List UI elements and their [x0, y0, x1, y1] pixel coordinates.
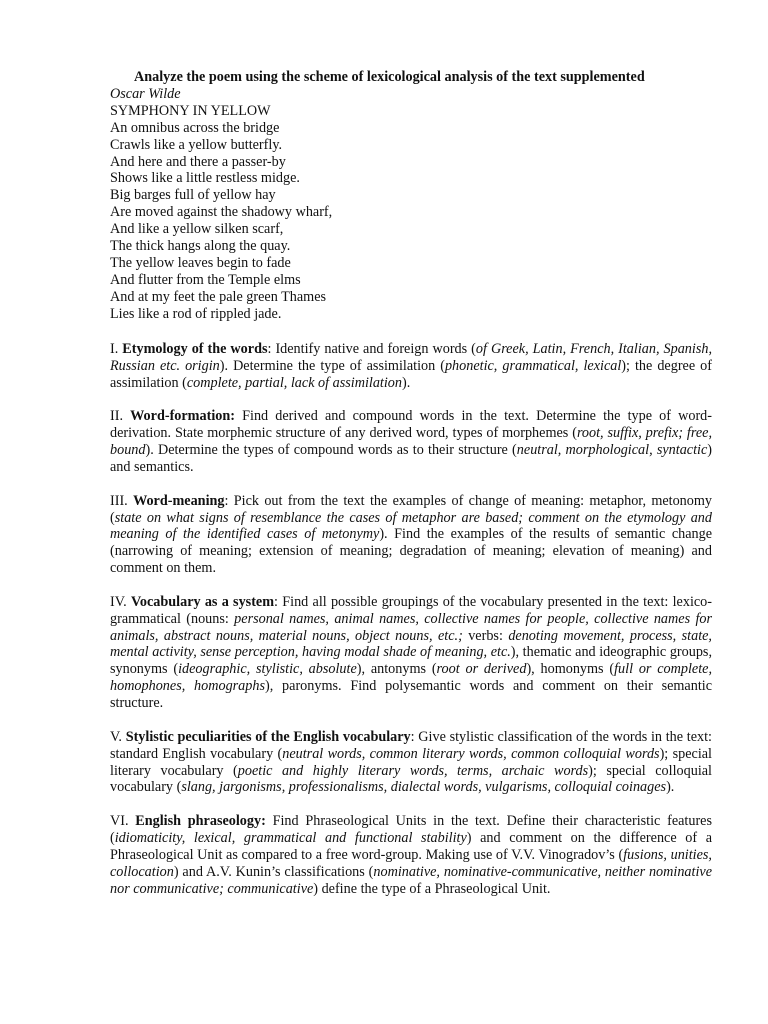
body-text: Find Phraseological Units in the text. Define their characteristic features ( — [110, 812, 712, 846]
body-text: ); special colloquial vocabulary ( — [110, 762, 712, 796]
body-text: Find derived and compound words in the text. Determine the type of word-derivation. State morphemic structure of any derived word, types of morphemes ( — [110, 408, 712, 442]
body-text: ) define the type of a Phraseological Unit. — [313, 880, 551, 897]
section-heading: Etymology of the words — [122, 341, 268, 358]
poem-line: Big barges full of yellow hay — [110, 187, 276, 204]
body-text: verbs: — [462, 627, 509, 644]
italic-text: neutral words, common literary words, common colloquial words — [282, 745, 660, 762]
document-page — [110, 69, 712, 897]
section-heading: Stylistic peculiarities of the English vocabulary — [125, 728, 411, 745]
poem-line: And here and there a passer-by — [110, 153, 286, 170]
italic-text: personal names, animal names, collective names for people, collective names for animals, abstract nouns, material nouns, object nouns, etc.; — [110, 610, 712, 644]
body-text: ), homonyms ( — [526, 661, 615, 678]
section-vocabulary-system — [110, 594, 712, 712]
poem — [110, 103, 712, 323]
poem-line: And like a yellow silken scarf, — [110, 221, 284, 238]
poem-line: Lies like a rod of rippled jade. — [110, 305, 282, 322]
italic-text: root or derived — [436, 661, 527, 678]
italic-text: slang, jargonisms, professionalisms, dialectal words, vulgarisms, colloquial coinages — [181, 779, 667, 796]
italic-text: denoting movement, process, state, mental activity, sense perception, having modal shade of meaning, etc. — [110, 627, 712, 661]
body-text: ) and semantics. — [110, 442, 712, 476]
italic-text: complete, partial, lack of assimilation — [186, 374, 402, 391]
section-word-formation — [110, 408, 712, 476]
poem-title: SYMPHONY IN YELLOW — [110, 102, 271, 119]
poem-line: An omnibus across the bridge — [110, 119, 280, 136]
body-text: II. — [110, 408, 131, 425]
body-text: ) and A.V. Kunin’s classifications ( — [173, 863, 374, 880]
italic-text: ideographic, stylistic, absolute — [178, 661, 357, 678]
poem-author: Oscar Wilde — [110, 85, 181, 102]
section-heading: Word-meaning — [133, 492, 225, 509]
poem-line: Shows like a little restless midge. — [110, 170, 300, 187]
italic-text: poetic and highly literary words, terms, archaic words — [237, 762, 589, 779]
section-heading: Word-formation: — [130, 408, 235, 425]
italic-text: phonetic, grammatical, lexical — [444, 358, 622, 374]
body-text: ), paronyms. Find polysemantic words and comment on their semantic structure. — [110, 678, 712, 712]
task-heading: Analyze the poem using the scheme of lexicological analysis of the text supplemented — [134, 69, 645, 85]
italic-text: state on what signs of resemblance the cases of metaphor are based; comment on the etymology and meaning of the identified cases of metonymy — [110, 509, 712, 543]
section-etymology — [110, 341, 712, 392]
body-text: ) and comment on the difference of a Phraseological Unit as compared to a free word-group. Making use of V.V. Vinogradov’s ( — [110, 829, 713, 863]
poem-line: The thick hangs along the quay. — [110, 238, 291, 255]
section-heading: Vocabulary as a system — [130, 593, 275, 610]
body-text: ). Determine the type of assimilation ( — [219, 358, 445, 374]
poem-line: And at my feet the pale green Thames — [110, 288, 327, 305]
body-text: ). — [402, 374, 411, 391]
body-text: ), antonyms ( — [356, 661, 437, 678]
body-text: : Identify native and foreign words ( — [267, 341, 476, 358]
poem-line: The yellow leaves begin to fade — [110, 254, 291, 271]
body-text: IV. — [110, 593, 131, 610]
section-word-meaning — [110, 493, 712, 578]
body-text: : Pick out from the text the examples of change of meaning: metaphor, metonomy ( — [110, 492, 712, 526]
body-text: I. — [110, 341, 123, 358]
body-text: ). Determine the types of compound words as to their structure ( — [145, 442, 517, 459]
poem-line: Are moved against the shadowy wharf, — [110, 204, 333, 221]
italic-text: neutral, morphological, syntactic — [516, 442, 708, 459]
body-text: ). — [666, 779, 675, 796]
italic-text: of Greek, Latin, French, Italian, Spanish, Russian etc. origin — [110, 341, 712, 374]
italic-text: root, suffix, prefix; free, bound — [110, 425, 712, 459]
body-text: III. — [110, 492, 134, 509]
body-text: ); special literary vocabulary ( — [110, 745, 712, 779]
italic-text: full or complete, homophones, homographs — [110, 661, 713, 695]
italic-text: fusions, unities, collocation — [110, 846, 712, 880]
italic-text: idiomaticity, lexical, grammatical and functional stability — [114, 829, 467, 846]
italic-text: nominative, nominative-communicative, neither nominative nor communicative; communicative — [110, 863, 712, 897]
body-text: ). Find the examples of the results of semantic change (narrowing of meaning; extension of meaning; degradation of meaning; elevation of meaning) and comment on them. — [110, 526, 712, 577]
poem-line: Crawls like a yellow butterfly. — [110, 136, 283, 153]
section-phraseology — [110, 813, 712, 898]
body-text: : Give stylistic classification of the words in the text: standard English vocabulary ( — [110, 728, 712, 762]
body-text: : Find all possible groupings of the vocabulary presented in the text: lexico-grammatical (nouns: — [110, 593, 713, 627]
poem-line: And flutter from the Temple elms — [110, 271, 301, 288]
body-text: ); the degree of assimilation ( — [110, 358, 712, 391]
body-text: V. — [110, 728, 126, 745]
body-text: ), thematic and ideographic groups, synonyms ( — [110, 644, 712, 678]
section-heading: English phraseology: — [135, 812, 266, 829]
section-stylistic-peculiarities — [110, 729, 712, 797]
body-text: VI. — [110, 812, 136, 829]
